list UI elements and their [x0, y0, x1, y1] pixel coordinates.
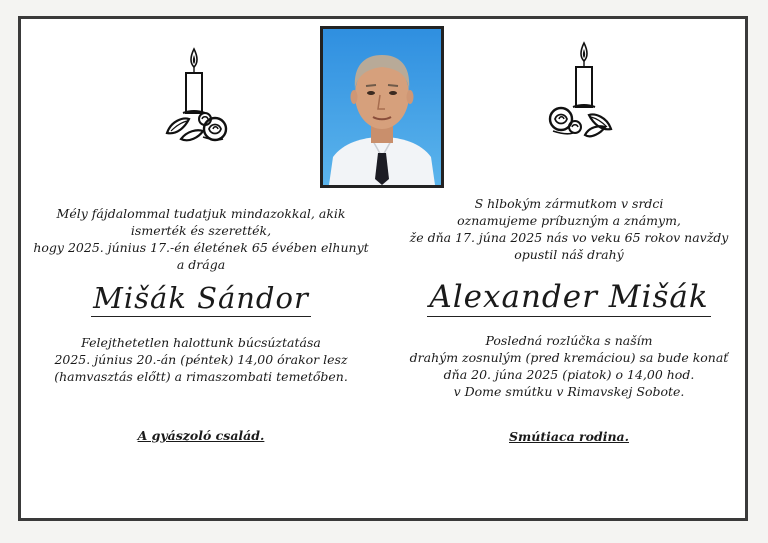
deceased-name-slovak	[399, 279, 739, 317]
deceased-name-text: Alexander Mišák	[429, 279, 709, 315]
slovak-signature: Smútiaca rodina.	[509, 429, 629, 444]
intro-line: Mély fájdalommal tudatjuk mindazokkal, akik	[56, 206, 346, 221]
detail-line: drahým zosnulým (pred kremáciou) sa bude konať	[409, 350, 729, 365]
detail-line: dňa 20. júna 2025 (piatok) o 14,00 hod.	[443, 367, 695, 382]
candle-with-roses-icon	[545, 39, 621, 139]
intro-line: a drága	[176, 257, 226, 272]
intro-line: ismerték és szerették,	[130, 223, 272, 238]
hungarian-intro	[31, 205, 371, 273]
portrait-photo	[320, 26, 444, 188]
hungarian-signature: A gyászoló család.	[137, 428, 265, 443]
intro-line: opustil náš drahý	[514, 247, 624, 262]
candle-with-roses-icon	[157, 45, 233, 145]
slovak-intro	[399, 195, 739, 263]
slovak-funeral-details	[399, 332, 739, 400]
detail-line: Posledná rozlúčka s naším	[485, 333, 653, 348]
deceased-name-hungarian	[31, 281, 371, 317]
intro-line: S hlbokým zármutkom v srdci	[474, 196, 664, 211]
detail-line: Felejthetetlen halottunk búcsúztatása	[81, 335, 321, 350]
deceased-name-text: Mišák Sándor	[93, 281, 309, 315]
intro-line: oznamujeme príbuzným a známym,	[457, 213, 681, 228]
intro-line: že dňa 17. júna 2025 nás vo veku 65 rokov navždy	[409, 230, 729, 245]
detail-line: 2025. június 20.-án (péntek) 14,00 órakor lesz	[54, 352, 348, 367]
detail-line: (hamvasztás előtt) a rimaszombati temetőben.	[54, 369, 348, 384]
obituary-card	[18, 16, 748, 521]
intro-line: hogy 2025. június 17.-én életének 65 évében elhunyt	[33, 240, 369, 255]
detail-line: v Dome smútku v Rimavskej Sobote.	[453, 384, 685, 399]
hungarian-funeral-details	[31, 334, 371, 385]
